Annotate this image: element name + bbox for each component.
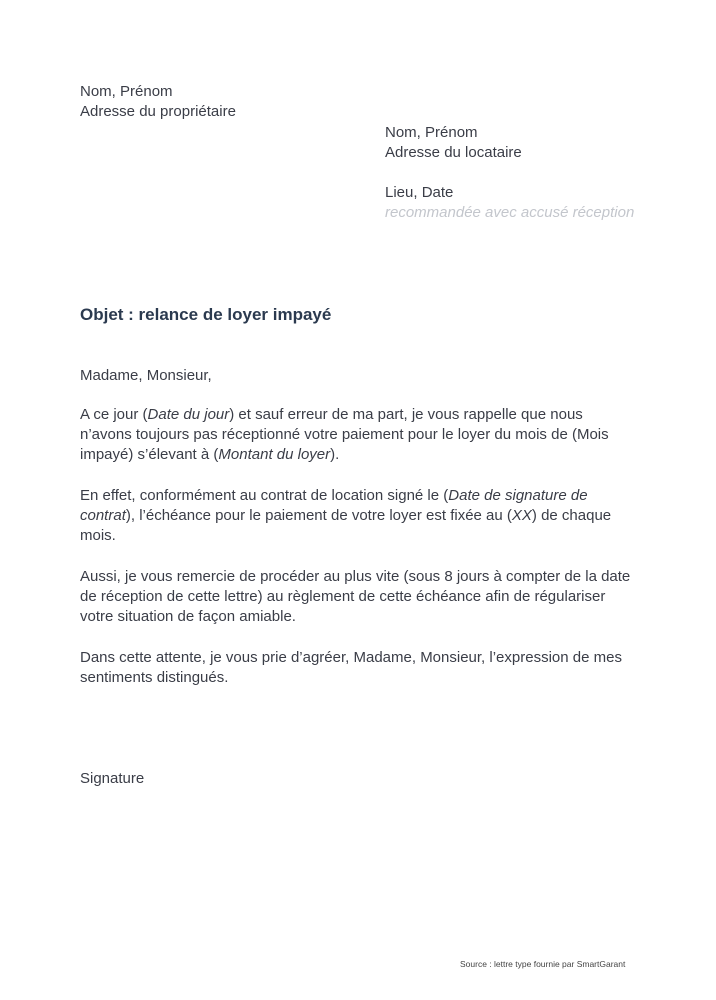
registered-mail-note: recommandée avec accusé réception <box>385 204 635 221</box>
letter-subject: Objet : relance de loyer impayé <box>80 305 332 324</box>
paragraph-2-line-2: contrat), l’échéance pour le paiement de votre loyer est fixée au (XX) de chaque <box>80 507 612 524</box>
place-date-block <box>385 183 634 223</box>
signature-label: Signature <box>80 770 145 787</box>
placeholder-date-signature: Date de signature de <box>448 487 588 504</box>
recipient-name: Nom, Prénom <box>385 124 478 141</box>
paragraph-2-line-1: En effet, conformément au contrat de location signé le (Date de signature de <box>80 487 588 504</box>
paragraph-3-line-2: de réception de cette lettre) au règlement de cette échéance afin de régulariser <box>80 588 606 605</box>
paragraph-1 <box>80 405 640 465</box>
placeholder-contrat: contrat <box>80 507 126 524</box>
placeholder-date-du-jour: Date du jour <box>147 406 230 423</box>
paragraph-1-line-2: n’avons toujours pas réceptionné votre paiement pour le loyer du mois de (Mois <box>80 426 609 443</box>
paragraph-3-line-3: votre situation de façon amiable. <box>80 608 296 625</box>
paragraph-2-line-3: mois. <box>80 527 116 544</box>
source-note: Source : lettre type fournie par SmartGarant <box>460 959 626 969</box>
sender-name: Nom, Prénom <box>80 83 173 100</box>
paragraph-4-line-2: sentiments distingués. <box>80 669 229 686</box>
placeholder-montant-du-loyer: Montant du loyer <box>218 446 331 463</box>
paragraph-4 <box>80 648 640 688</box>
placeholder-xx: XX <box>511 507 532 524</box>
sender-block <box>80 82 236 122</box>
recipient-address: Adresse du locataire <box>385 144 522 161</box>
paragraph-3-line-1: Aussi, je vous remercie de procéder au plus vite (sous 8 jours à compter de la date <box>80 568 631 585</box>
paragraph-1-line-1: A ce jour (Date du jour) et sauf erreur de ma part, je vous rappelle que nous <box>80 406 583 423</box>
salutation: Madame, Monsieur, <box>80 367 212 384</box>
place-date: Lieu, Date <box>385 184 454 201</box>
paragraph-3 <box>80 567 640 627</box>
sender-address: Adresse du propriétaire <box>80 103 236 120</box>
paragraph-1-line-3: impayé) s’élevant à (Montant du loyer). <box>80 446 340 463</box>
paragraph-4-line-1: Dans cette attente, je vous prie d’agréer, Madame, Monsieur, l’expression de mes <box>80 649 622 666</box>
paragraph-2 <box>80 486 640 546</box>
recipient-block <box>385 123 522 163</box>
